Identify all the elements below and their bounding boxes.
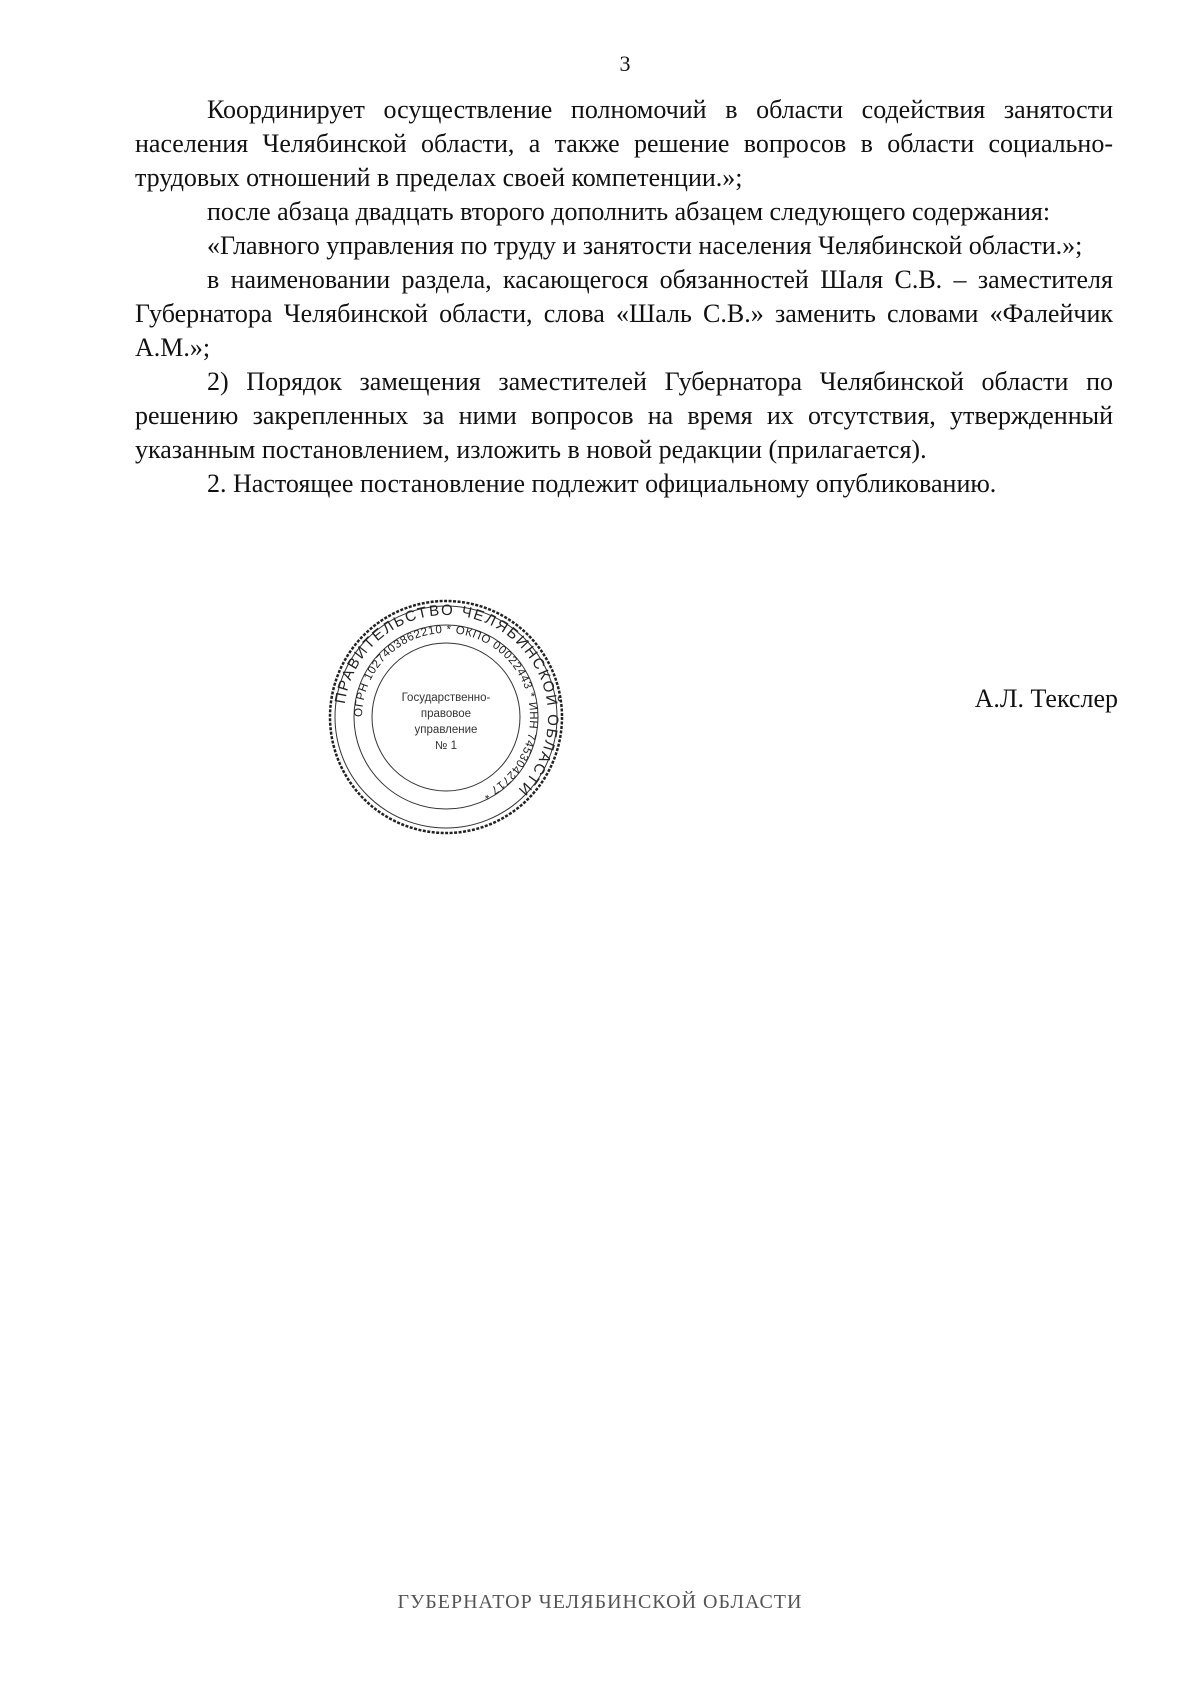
signature-name: А.Л. Текслер [974,684,1118,713]
footer-title: ГУБЕРНАТОР ЧЕЛЯБИНСКОЙ ОБЛАСТИ [397,1591,803,1613]
stamp-center-line-2: правовое [420,708,472,720]
paragraph-replacement-order: 2) Порядок замещения заместителей Губернатора Челябинской области по решению закрепленных за ними вопросов на время их отсутствия, утвержденный указанным постановлением, изложить в новой редакции (прилагается). [135,367,1113,464]
paragraph-section-name: в наименовании раздела, касающегося обязанностей Шаля С.В. – заместителя Губернатора Челябинской области, слова «Шаль С.В.» заменить словами «Фалейчик А.М.»; [135,265,1113,362]
paragraph-after-22: после абзаца двадцать второго дополнить абзацем следующего содержания: [207,197,1051,226]
document-body [135,93,1113,501]
paragraph-main-directorate: «Главного управления по труду и занятости населения Челябинской области.»; [207,231,1083,260]
page-number: 3 [619,51,631,76]
official-stamp [327,598,565,836]
stamp-center-line-1: Государственно- [401,692,491,704]
paragraph-publication: 2. Настоящее постановление подлежит официальному опубликованию. [207,469,997,498]
stamp-outer-text: ПРАВИТЕЛЬСТВО ЧЕЛЯБИНСКОЙ ОБЛАСТИ [331,601,562,800]
stamp-inner-text: ОГРН 1027403862210 * ОКПО 00022443 * ИНН 7453042717 * [352,623,540,802]
paragraph-coordinates: Координирует осуществление полномочий в области содействия занятости населения Челябинской области, а также решение вопросов в области социально-трудовых отношений в пределах своей компетенции.»; [135,95,1113,192]
stamp-center-line-3: управление [414,724,478,736]
stamp-center-line-4: № 1 [435,740,457,752]
